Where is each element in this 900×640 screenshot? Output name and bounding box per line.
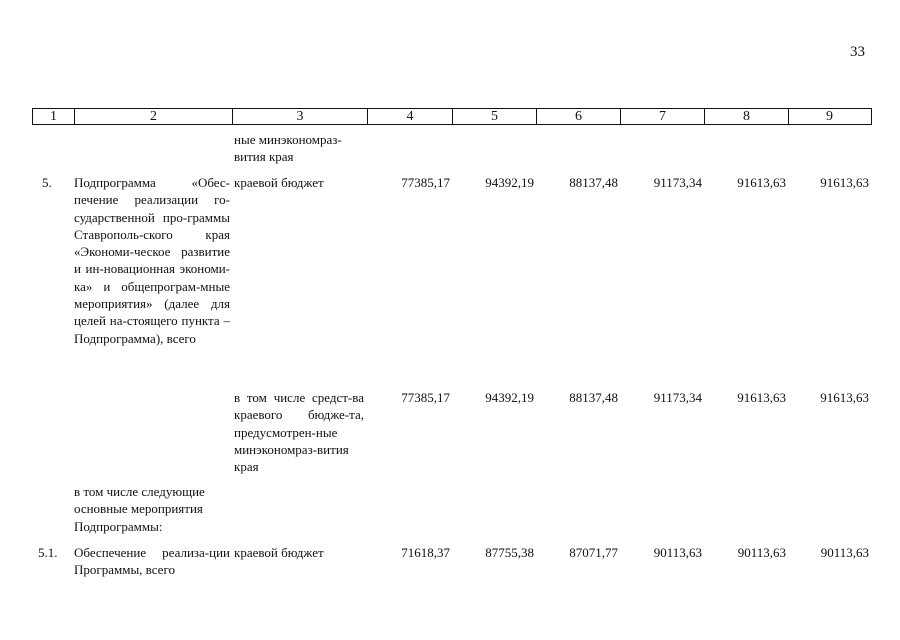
row-number: 5. [42,175,52,190]
row-source: в том числе средст-ва краевого бюдже-та, предусмотрен-ные минэкономраз-вития края [234,390,364,475]
header-cell-4: 4 [368,109,453,124]
row-value: 91173,34 [653,390,702,405]
row-value: 91173,34 [653,175,702,190]
row-value: 77385,17 [401,390,450,405]
header-cell-1: 1 [33,109,75,124]
row-value: 77385,17 [401,175,450,190]
row-number: 5.1. [38,545,58,560]
row-value: 94392,19 [485,175,534,190]
table-header-row [32,108,872,125]
row-source: краевой бюджет [234,545,324,560]
header-cell-3: 3 [233,109,368,124]
header-cell-5: 5 [453,109,537,124]
row-value: 90113,63 [653,545,702,560]
header-cell-9: 9 [826,109,833,124]
row-name: Подпрограмма «Обес-печение реализации го-сударственной про-граммы Ставрополь-ского края «Экономи-ческое развитие и ин-новационная экономи-ка» и общепрограм-мные мероприятия» (далее для целей на-стоящего пункта – Подпрограмма), всего [74,175,230,346]
row-value: 88137,48 [569,175,618,190]
section-caption: в том числе следующие основные мероприятия Подпрограммы: [74,484,205,534]
row-value: 90113,63 [820,545,869,560]
row-value: 90113,63 [737,545,786,560]
carryover-source: ные минэкономраз-вития края [234,132,342,165]
row-value: 87755,38 [485,545,534,560]
row-value: 91613,63 [820,175,869,190]
header-cell-2: 2 [75,109,233,124]
row-name: Обеспечение реализа-ции Программы, всего [74,545,230,578]
header-cell-7: 7 [621,109,705,124]
row-value: 91613,63 [737,175,786,190]
row-source: краевой бюджет [234,175,324,190]
page-number: 33 [850,44,865,60]
row-value: 88137,48 [569,390,618,405]
row-value: 71618,37 [401,545,450,560]
row-value: 91613,63 [737,390,786,405]
row-value: 94392,19 [485,390,534,405]
header-cell-6: 6 [537,109,621,124]
row-value: 91613,63 [820,390,869,405]
row-value: 87071,77 [569,545,618,560]
header-cell-8: 8 [705,109,789,124]
